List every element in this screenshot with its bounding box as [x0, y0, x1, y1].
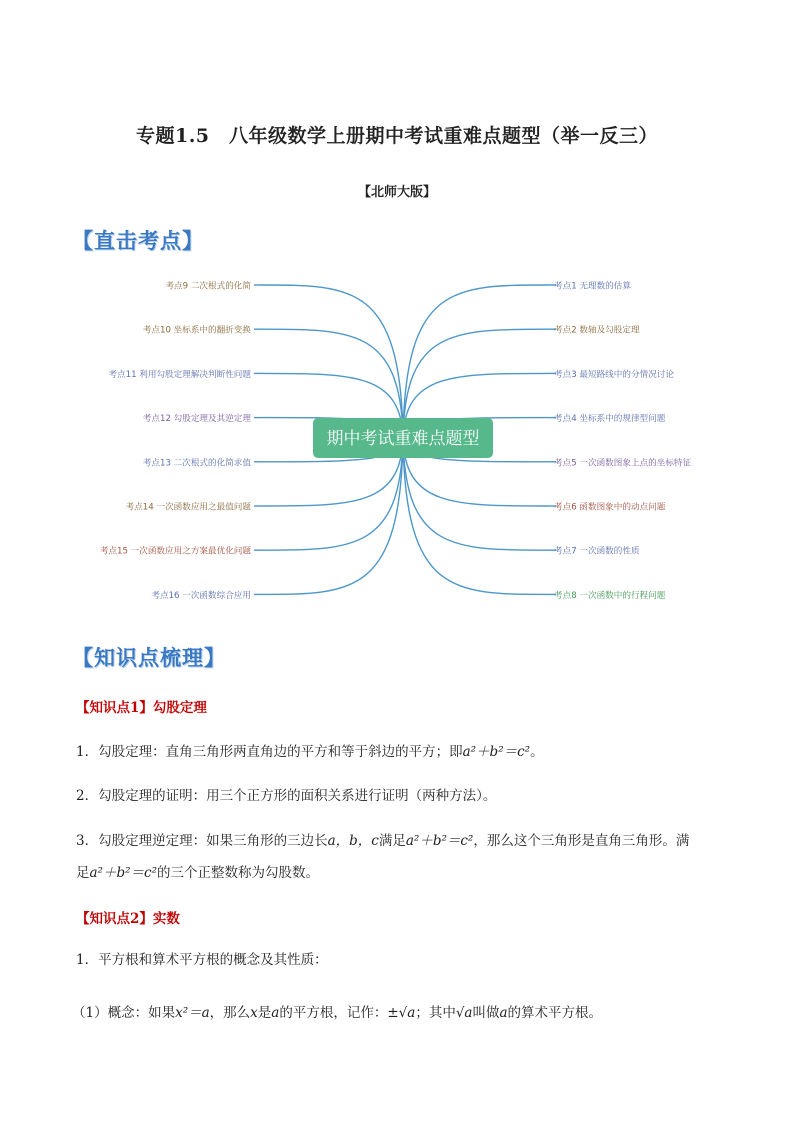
mindmap-topic-left-4: 考点12 勾股定理及其逆定理	[142, 414, 251, 425]
knowledge-point-2-heading: 【知识点2】实数	[76, 911, 180, 927]
mindmap-topic-right-1: 考点1 无理数的估算	[554, 281, 631, 292]
edition-label: 【北师大版】	[357, 185, 436, 200]
kp2-line-2-pm-sqrt: ±√a	[387, 1005, 416, 1021]
section-heading-direct: 【直击考点】	[72, 229, 204, 253]
mindmap-topic-left-2: 考点10 坐标系中的翻折变换	[142, 325, 251, 336]
mindmap	[0, 262, 794, 618]
mindmap-topic-right-2: 考点2 数轴及勾股定理	[554, 325, 640, 336]
mindmap-topic-right-5: 考点5 一次函数图象上点的坐标特征	[554, 458, 692, 469]
mindmap-branch-left-1	[262, 285, 403, 438]
kp2-line-2-sqrt: √a	[455, 1005, 473, 1021]
mindmap-topic-left-7: 考点15 一次函数应用之方案最优化问题	[99, 546, 251, 557]
kp1-item-3-text-a: 3．勾股定理逆定理：如果三角形的三边长	[76, 833, 328, 849]
mindmap-topic-right-6: 考点6 函数图象中的动点问题	[554, 502, 666, 513]
mindmap-topic-left-5: 考点13 二次根式的化简求值	[142, 458, 251, 469]
kp2-line-2-a-var-2: a	[499, 1005, 508, 1021]
mindmap-topic-right-3: 考点3 最短路线中的分情况讨论	[554, 369, 674, 380]
kp1-item-3-text-c: ，那么这个三角形是直角三角形。满	[473, 833, 690, 849]
kp1-item-1-text: 1．勾股定理：直角三角形两直角边的平方和等于斜边的平方；即	[76, 744, 463, 760]
kp2-line-2	[72, 997, 722, 1029]
kp2-line-2-a: （1）概念：如果	[72, 1005, 176, 1021]
kp2-line-2-g: 的算术平方根。	[507, 1005, 603, 1021]
kp2-line-2-f: 叫做	[472, 1005, 500, 1021]
mindmap-center-label: 期中考试重难点题型	[326, 429, 480, 449]
kp2-line-2-d: 的平方根，记作：	[279, 1005, 388, 1021]
mindmap-topic-left-3: 考点11 利用勾股定理解决判断性问题	[108, 369, 251, 380]
section-heading-knowledge: 【知识点梳理】	[72, 646, 226, 670]
kp1-item-3-text-d: 足	[76, 865, 90, 881]
kp1-item-3	[76, 825, 726, 889]
mindmap-topic-left-8: 考点16 一次函数综合应用	[151, 590, 251, 601]
kp2-line-2-c: 是	[257, 1005, 272, 1021]
kp1-item-3-sides: a，b，c	[327, 833, 379, 849]
kp1-item-3-text-e: 的三个正整数称为勾股数。	[157, 865, 319, 881]
kp2-line-2-e: ；其中	[415, 1005, 456, 1021]
kp1-item-1	[76, 736, 726, 768]
mindmap-topic-left-6: 考点14 一次函数应用之最值问题	[125, 502, 251, 513]
kp1-item-3-formula-1: a²＋b²＝c²	[405, 833, 474, 849]
kp2-line-2-b: ，那么	[209, 1005, 251, 1021]
kp2-line-2-a-var: a	[271, 1005, 280, 1021]
kp2-line-1: 1．平方根和算术平方根的概念及其性质：	[76, 952, 328, 968]
mindmap-topic-left-1: 考点9 二次根式的化简	[165, 281, 251, 292]
kp1-item-2-text: 2．勾股定理的证明：用三个正方形的面积关系进行证明（两种方法）。	[76, 788, 497, 804]
kp1-item-3-formula-2: a²＋b²＝c²	[89, 865, 157, 881]
kp1-item-2	[76, 780, 726, 812]
mindmap-topic-right-7: 考点7 一次函数的性质	[554, 546, 640, 557]
knowledge-point-1-heading: 【知识点1】勾股定理	[76, 700, 207, 716]
kp2-line-2-x: x	[250, 1005, 258, 1021]
mindmap-branch-right-1	[403, 285, 548, 438]
kp1-item-1-end: 。	[530, 744, 544, 760]
document-title: 专题1.5 八年级数学上册期中考试重难点题型（举一反三）	[135, 125, 659, 147]
mindmap-topic-right-4: 考点4 坐标系中的规律型问题	[554, 414, 666, 425]
mindmap-topic-right-8: 考点8 一次函数中的行程问题	[554, 590, 666, 601]
kp2-line-2-formula: x²＝a	[175, 1005, 210, 1021]
kp1-item-1-formula: a²＋b²＝c²	[462, 744, 531, 760]
kp1-item-3-text-b: 满足	[378, 833, 406, 849]
